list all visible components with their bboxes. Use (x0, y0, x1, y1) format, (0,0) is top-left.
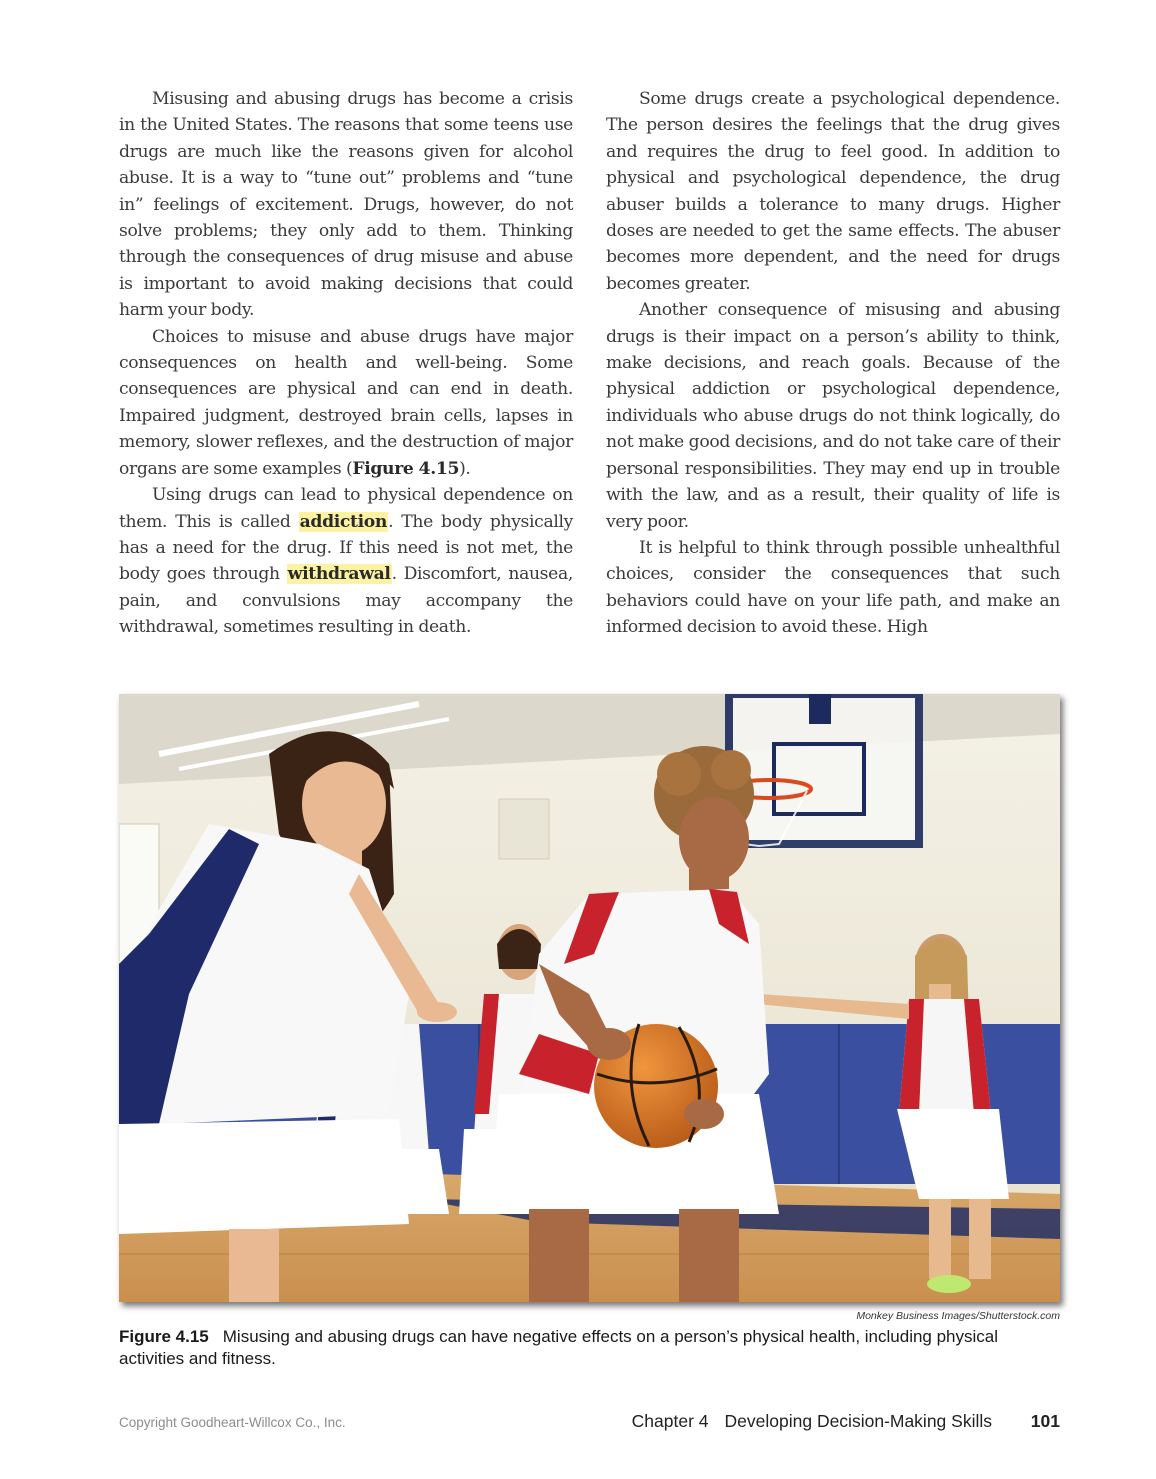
paragraph-text: Choices to misuse and abuse drugs have major consequences on health and well-being. Some consequences are physical and can end in death. Impaired judgment, destroyed brain cells, lapses in memory, slower reflexes, and the destruction of major organs are some examples ( (119, 326, 573, 479)
chapter-title: Developing Decision-Making Skills (724, 1411, 992, 1431)
basketball-photo (119, 694, 1060, 1302)
paragraph: Another consequence of misusing and abusing drugs is their impact on a person’s ability to think, make decisions, and reach goals. Because of the physical addiction or psychological dependence, individuals who abuse drugs do not think logically, do not make good decisions, and do not take care of their personal responsibilities. They may end up in trouble with the law, and as a result, their quality of life is very poor. (606, 300, 1060, 532)
running-footer-chapter (632, 1411, 992, 1432)
chapter-label: Chapter 4 (631, 1411, 709, 1431)
paragraph: Some drugs create a psychological dependence. The person desires the feelings that the drug gives and requires the drug to feel good. In addition to physical and psychological dependence, the drug abuser builds a tolerance to many drugs. Higher doses are needed to get the same effects. The abuser becomes more dependent, and the need for drugs becomes greater. (606, 89, 1060, 294)
right-column (606, 86, 1060, 641)
caption-text: Misusing and abusing drugs can have negative effects on a person’s physical health, including physical activities and fitness. (119, 1327, 999, 1368)
copyright-notice: Copyright Goodheart-Willcox Co., Inc. (119, 1415, 346, 1430)
page-footer (119, 1411, 1060, 1435)
basketball-scene-illustration (119, 694, 1060, 1302)
paragraph-text: . Discomfort, nausea, pain, and convulsions may accompany the withdrawal, sometimes resulting in death. (119, 564, 573, 638)
paragraph-end: ). (459, 458, 471, 479)
key-term-withdrawal: withdrawal (287, 564, 391, 585)
figure-reference: Figure 4.15 (352, 458, 460, 479)
paragraph-text: . The body physically has a need for the drug. If this need is not met, the body goes through (119, 511, 573, 585)
key-term-addiction: addiction (299, 511, 388, 532)
paragraph (119, 482, 573, 640)
paragraph-text: Using drugs can lead to physical dependence on them. This is called (119, 485, 573, 532)
figure-number: Figure 4.15 (119, 1327, 209, 1346)
paragraph (119, 324, 573, 482)
paragraph: Misusing and abusing drugs has become a crisis in the United States. The reasons that some teens use drugs are much like the reasons given for alcohol abuse. It is a way to “tune out” problems and “tune in” feelings of excitement. Drugs, however, do not solve problems; they only add to them. Thinking through the consequences of drug misuse and abuse is important to avoid making decisions that could harm your body. (119, 89, 573, 321)
paragraph: It is helpful to think through possible unhealthful choices, consider the consequences that such behaviors could have on your life path, and make an informed decision to avoid these. High (606, 537, 1060, 638)
page-number: 101 (1030, 1411, 1060, 1431)
photo-credit: Monkey Business Images/Shutterstock.com (856, 1310, 1060, 1322)
left-column (119, 86, 573, 641)
figure-caption (119, 1326, 1060, 1370)
